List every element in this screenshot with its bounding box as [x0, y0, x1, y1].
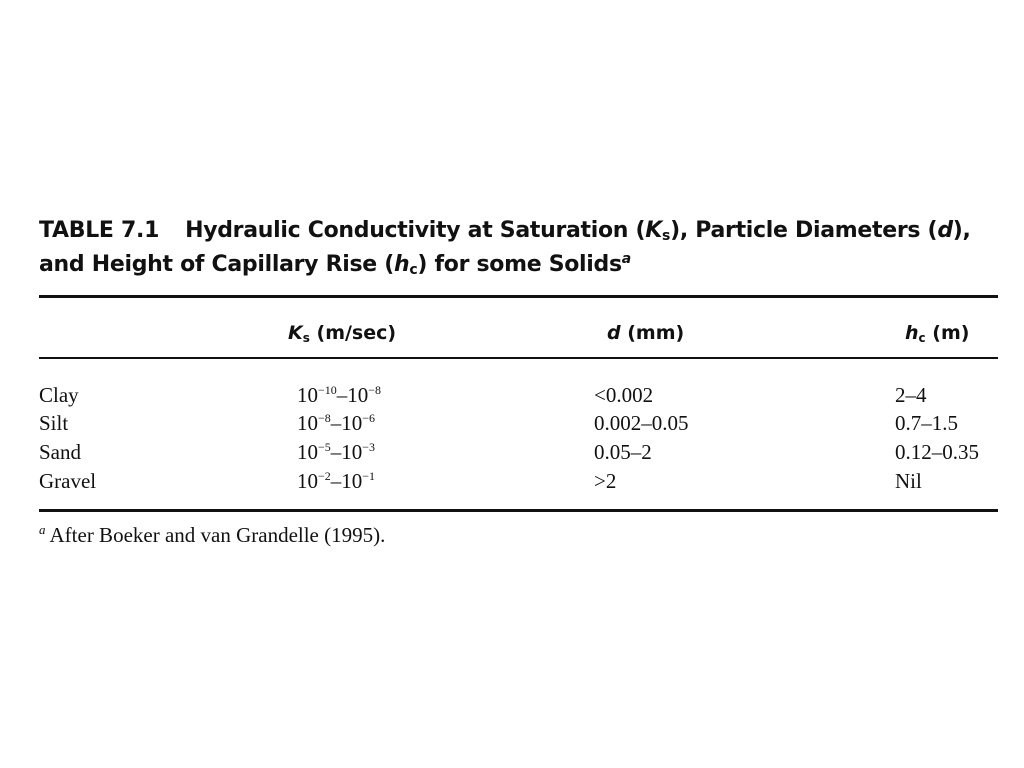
cell-solid: Clay [39, 383, 79, 407]
header-d-symbol: d [607, 322, 621, 344]
table-footnote [39, 521, 385, 549]
footnote-text: After Boeker and van Grandelle (1995). [49, 523, 386, 547]
caption-ks-symbol: K [645, 218, 663, 243]
header-ks-unit: (m/sec) [309, 322, 397, 344]
cell-hc: 0.7–1.5 [895, 411, 958, 435]
header-hc-unit: (m) [925, 322, 970, 344]
header-hc-subscript: c [918, 331, 926, 345]
cell-hc: Nil [895, 469, 922, 493]
cell-solid: Silt [39, 411, 69, 435]
cell-ks: $10^{-2}-10^{-1}$ [297, 469, 376, 493]
table-bottom-rule [39, 509, 998, 512]
cell-d: <0.002 [594, 383, 654, 407]
footnote-marker: a [39, 522, 46, 537]
cell-d: >2 [594, 469, 617, 493]
column-header-ks [288, 320, 396, 346]
table-top-rule [39, 295, 998, 298]
column-header-hc [905, 320, 969, 346]
cell-ks: $10^{-8}-10^{-6}$ [297, 411, 376, 435]
caption-d-symbol: d [937, 218, 953, 243]
caption-text-2: ), Particle Diameters ( [670, 218, 938, 243]
caption-text-1: Hydraulic Conductivity at Saturation ( [185, 218, 646, 243]
cell-ks: $10^{-5}-10^{-3}$ [297, 440, 376, 464]
header-hc-symbol: h [905, 322, 919, 344]
cell-solid: Gravel [39, 469, 97, 493]
header-ks-symbol: K [288, 322, 303, 344]
cell-hc: 0.12–0.35 [895, 440, 979, 464]
cell-ks: $10^{-10}-10^{-8}$ [297, 383, 382, 407]
table-caption [39, 214, 999, 282]
caption-footnote-marker: a [621, 251, 631, 267]
caption-hc-symbol: h [394, 252, 410, 277]
table-label: TABLE 7.1 [39, 218, 160, 243]
cell-d: 0.002–0.05 [594, 411, 689, 435]
header-d-unit: (mm) [620, 322, 685, 344]
cell-hc: 2–4 [895, 383, 927, 407]
column-header-d [607, 320, 684, 346]
table-header-rule [39, 357, 998, 359]
cell-d: 0.05–2 [594, 440, 652, 464]
caption-ks-subscript: s [662, 228, 671, 244]
caption-hc-subscript: c [409, 262, 418, 278]
caption-text-3: ), and Height of Capillary Rise ( [39, 218, 971, 277]
caption-text-4: ) for some Solids [417, 252, 622, 277]
header-ks-subscript: s [302, 331, 310, 345]
cell-solid: Sand [39, 440, 81, 464]
